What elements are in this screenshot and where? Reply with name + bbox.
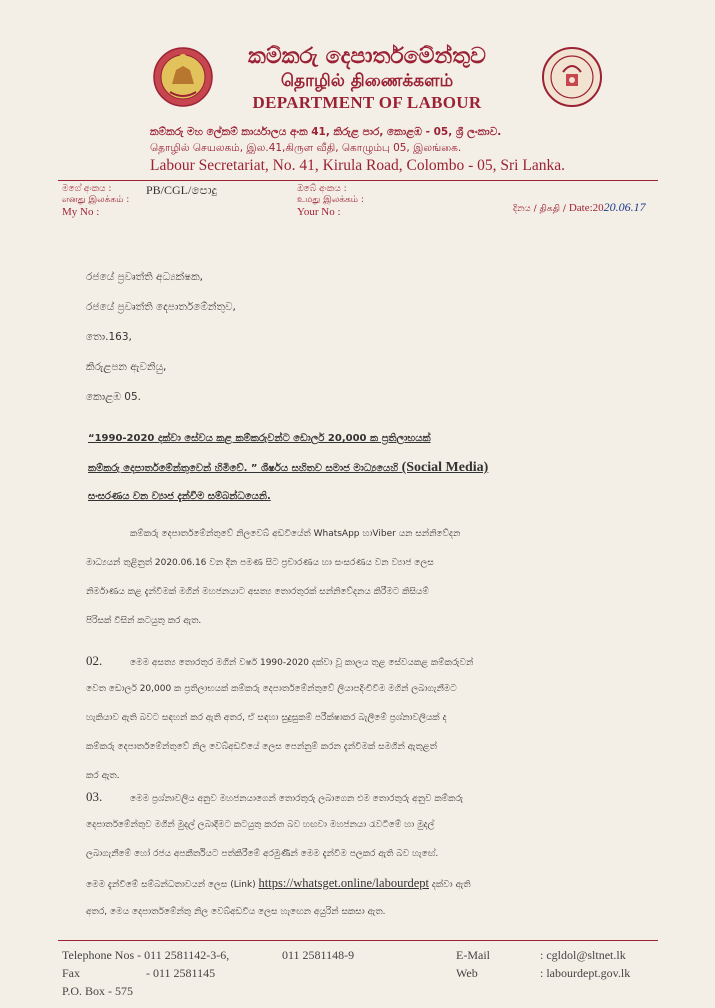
header-divider (58, 180, 658, 181)
paragraph-line: දෙපාර්තමේන්තුව මගින් මුදල් ලබාදීමට කටයුතු කරන බව හඟවා මහජනයා රැවටීමේ හා මුදල් (86, 820, 435, 830)
paragraph-line: කම්කරු දෙපාර්තමේන්තුවේ නිලවෙබ් අඩවියේත් WhatsApp හාViber යන සන්නිවේදන (130, 529, 461, 539)
paragraph-line: වෙත ඩොලර් 20,000 ක ප්‍රතිලාභයක් කම්කරු දෙපාර්තමේන්තුවේ ලියාපදිංචිවීම මගින් ලබාගැනීමට (86, 684, 457, 694)
paragraph-2 (86, 646, 641, 791)
date-label-si: දිනය (513, 204, 531, 214)
your-number-label-ta: உமது இலக்கம் : (297, 195, 364, 205)
paragraph-1 (86, 520, 641, 636)
department-seal-icon (541, 46, 603, 108)
fax-value: - 011 2581145 (146, 966, 216, 980)
subject-social-media: (Social Media) (401, 460, 489, 475)
your-number-label-si: ඔබේ අංකය : (297, 184, 347, 194)
paragraph-line: අතර, මෙය දෙපාර්තමේන්තු නිල වෙබ්අඩවිය ලෙස හැඟෙන අයුරින් සකසා ඇත. (86, 907, 386, 917)
address-tamil: தொழில் செயலகம், இல.41,கிருள வீதி, கொழும்பு 05, இலங்கை. (150, 142, 462, 154)
telephone-numbers-extra: 011 2581148-9 (282, 948, 355, 962)
your-number-label (297, 184, 364, 219)
addressee-line: රජයේ ප්‍රවෘත්ති අධ්‍යක්ෂක, (86, 271, 203, 283)
my-number-label-ta: எனது இலக்கம் : (62, 195, 130, 205)
addressee-line: කිරුළපන ඇවනියු, (86, 361, 167, 373)
paragraph-line: කම්කරු දෙපාර්තමේන්තුවේ නිල වෙබ්අඩවියේ ලෙස පෙන්නුම් කරන දැන්වීමක් සමගින් ඇතුළත් (86, 742, 437, 752)
subject-line-2: කම්කරු දෙපාර්තමේන්තුවෙන් හිමිවේ. ” ශීර්ෂය සහිතව සමාජ මාධ්‍යයෙහි (88, 463, 402, 474)
sri-lanka-emblem-icon (152, 46, 214, 108)
po-box: P.O. Box - 575 (62, 984, 134, 998)
date-label-ta: திகதி (539, 204, 561, 214)
department-name-english: DEPARTMENT OF LABOUR (252, 93, 482, 112)
my-number-label (62, 184, 129, 219)
paragraph-line: පිරිසක් විසින් කටයුතු කර ඇත. (86, 616, 202, 626)
paragraph-line: මෙම දැන්වීමේ සම්බන්ධතාවයන් ලෙස (Link) (86, 880, 259, 890)
paragraph-number: 02. (86, 653, 103, 668)
web-value[interactable]: : labourdept.gov.lk (540, 966, 631, 980)
paragraph-3 (86, 782, 641, 927)
fake-advertisement-link[interactable]: https://whatsget.online/labourdept (258, 876, 430, 890)
my-number-label-en: My No : (62, 206, 100, 218)
addressee-line: රජයේ ප්‍රවෘත්ති දෙපාර්තමේන්තුව, (86, 301, 236, 313)
paragraph-line: ලබාගැනීමේ හෝ රජය අපකීර්තියට පත්කිරීමේ අරමුණින් මෙම දැන්වීම පලකර ඇති බව හැඟේ. (86, 849, 439, 859)
email-value[interactable]: : cgldol@sltnet.lk (540, 948, 626, 962)
department-name-sinhala: කම්කරු දෙපාර්තමේන්තුව (248, 44, 486, 69)
date-label-en: Date:20 (568, 202, 604, 214)
paragraph-line: දක්වා ඇති (429, 880, 471, 890)
addressee-block (86, 262, 236, 412)
paragraph-line: මෙම අසත්‍ය තොරතුර මගින් වර්ෂ 1990-2020 දක්වා වූ කාලය තුළ සේවයකළ කම්කරුවන් (130, 658, 474, 668)
paragraph-line: මාධ්‍යයන් තුළිනුත් 2020.06.16 වන දින පමණ සිට ප්‍රචාරණය හා සංසරණය වන ව්‍යාජ ලෙස (86, 558, 434, 568)
paragraph-line: හැකියාව ඇති බවට සඳහන් කර ඇති අතර, ඒ සඳහා සුදුසුකම් පරීක්ෂාකර බැලීමේ ප්‍රශ්නාවලියක් ද (86, 713, 447, 723)
department-name-tamil: தொழில் திணைக்களம் (280, 71, 454, 91)
my-number-value: PB/CGL/පොදු (146, 183, 217, 197)
footer-divider (58, 940, 658, 941)
paragraph-line: කර ඇත. (86, 771, 120, 781)
address-english: Labour Secretariat, No. 41, Kirula Road, Colombo - 05, Sri Lanka. (150, 157, 565, 174)
date-value: 20.06.17 (603, 200, 646, 214)
address-block (150, 124, 610, 175)
department-name-block (222, 44, 512, 114)
date-field: දිනය / திகதி / Date:2020.06.17 (513, 200, 646, 214)
web-label: Web (456, 966, 478, 980)
paragraph-line: නිර්මාණය කළ දැන්වීමක් මගින් මහජනයාට අසත්‍ය තොරතුරක් සන්නිවේදනය කිරීමට කිසියම් (86, 587, 429, 597)
addressee-line: තො.163, (86, 331, 132, 343)
your-number-label-en: Your No : (297, 206, 341, 218)
addressee-line: කොළඹ 05. (86, 391, 141, 403)
subject-line-3: සංසරණය වන ව්‍යාජ දැන්වීම සම්බන්ධයෙනි. (88, 491, 271, 502)
paragraph-line: මෙම ප්‍රශ්නාවලිය අනුව මහජනයාගෙන් තොරතුරු ලබාගෙන එම තොරතුරු අනුව කම්කරු (130, 794, 463, 804)
footer-contacts (62, 946, 631, 1000)
subject-line-1: “1990-2020 දක්වා සේවය කළ කම්කරුවන්ට ඩොලර් 20,000 ක ප්‍රතිලාභයක් (88, 433, 431, 444)
my-number-label-si: මගේ අංකය : (62, 184, 112, 194)
subject-heading (88, 424, 608, 511)
address-sinhala: කම්කරු මහ ලේකම් කාර්යාලය අංක 41, කිරුළ පාර, කොළඹ - 05, ශ්‍රී ලංකාව. (150, 126, 502, 138)
paragraph-number: 03. (86, 789, 103, 804)
telephone-numbers: Telephone Nos - 011 2581142-3-6, (62, 948, 230, 962)
email-label: E-Mail (456, 948, 490, 962)
fax-label: Fax (62, 966, 80, 980)
